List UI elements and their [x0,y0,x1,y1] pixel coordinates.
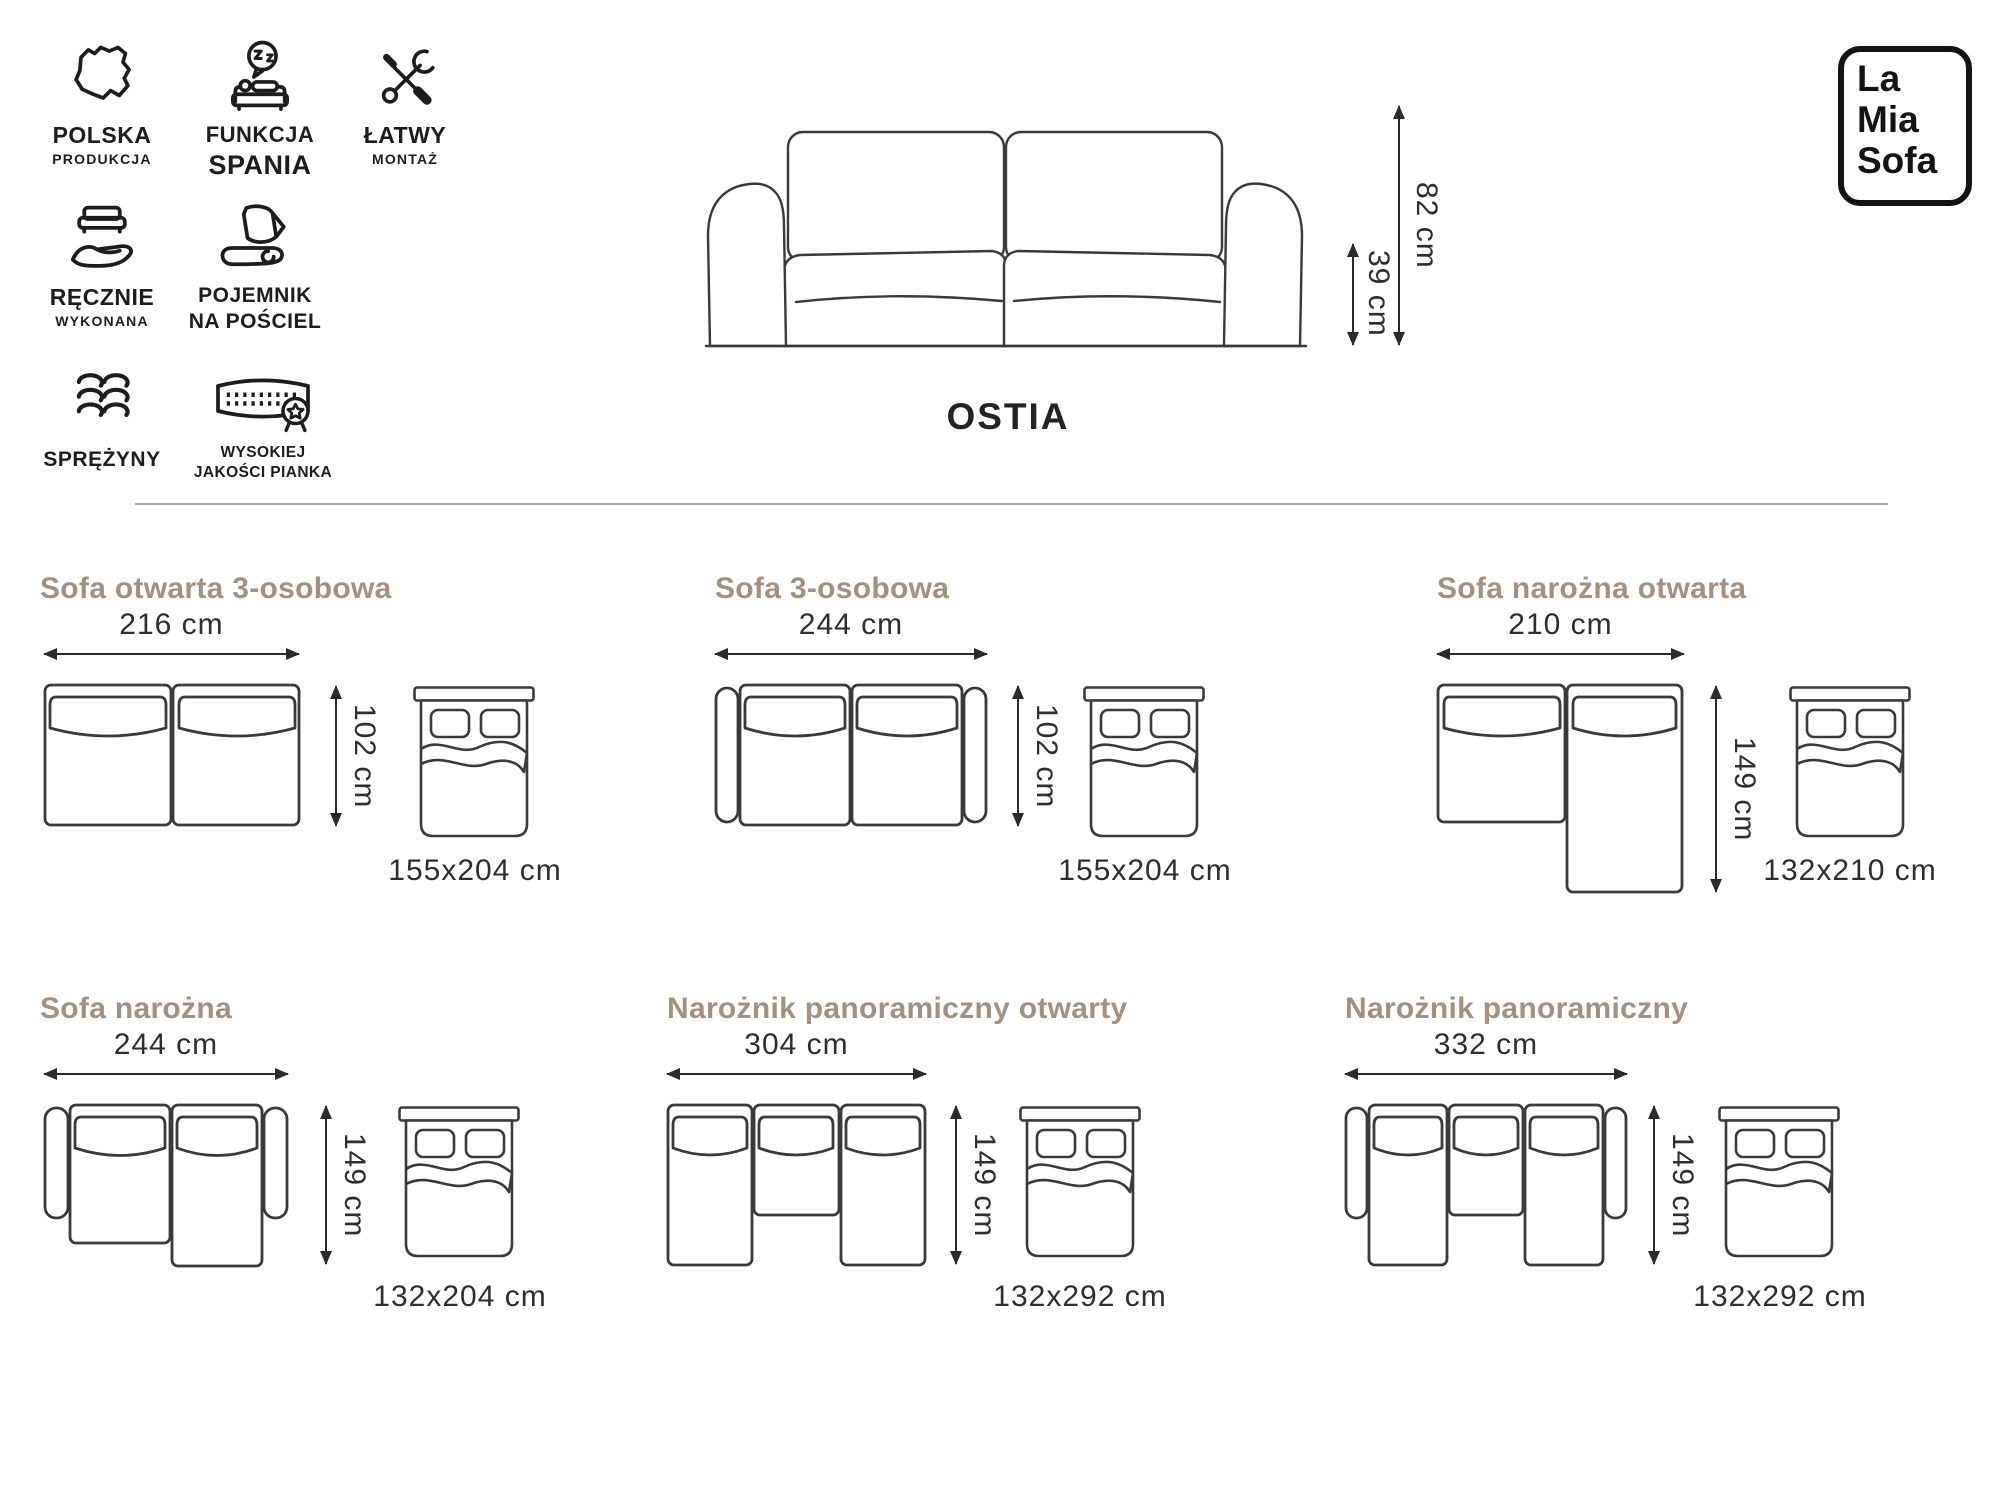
feature-subtitle: SPANIA [208,150,312,180]
config-depth-arrow [1715,686,1717,892]
config-title: Narożnik panoramiczny otwarty [667,992,1128,1025]
config-depth-label: 149 cm [1666,1132,1699,1238]
feature-pojemnik-na-posciel [185,200,325,334]
bed-top-view-icon [1083,686,1205,840]
config-bed-size-label: 155x204 cm [1058,854,1232,887]
bedding-storage-icon [215,200,295,276]
config-bed-size-label: 132x204 cm [373,1280,547,1313]
config-card-sofa-narozna-otwarta [1437,572,2000,932]
config-width-arrow [1437,653,1684,655]
feature-title: FUNKCJA [205,122,315,147]
foam-icon [208,368,318,434]
seat-height-dim-arrow [1352,244,1354,345]
config-depth-arrow [1017,686,1019,826]
sofa-top-view-drawing [44,684,300,826]
config-width-label: 304 cm [744,1028,849,1061]
height-dim-arrow [1398,106,1400,345]
brand-line-2: Mia [1857,99,1919,140]
config-bed-size-label: 132x292 cm [993,1280,1167,1313]
config-bed-size-label: 132x292 cm [1693,1280,1867,1313]
feature-title: POJEMNIK [198,284,312,307]
brand-logo [1838,46,1972,206]
config-width-arrow [715,653,987,655]
config-depth-label: 149 cm [968,1132,1001,1238]
bed-top-view-icon [1019,1106,1141,1260]
config-depth-arrow [335,686,337,826]
config-depth-label: 149 cm [338,1132,371,1238]
brand-line-3: Sofa [1857,140,1938,181]
feature-title: ŁATWY [363,122,447,148]
config-width-label: 210 cm [1508,608,1613,641]
feature-title: POLSKA [52,122,152,148]
config-card-sofa-narozna [40,992,640,1352]
config-width-label: 244 cm [798,608,904,641]
feature-subtitle: PRODUKCJA [52,151,152,167]
bed-top-view-icon [1718,1106,1840,1260]
config-width-arrow [1345,1073,1627,1075]
sofa-front-view-drawing [676,94,1341,356]
config-title: Narożnik panoramiczny [1345,992,1689,1025]
config-width-arrow [667,1073,926,1075]
config-depth-arrow [955,1106,957,1264]
sleep-function-icon [220,40,300,114]
config-card-sofa-otwarta-3-osobowa [40,572,640,932]
bed-top-view-icon [413,686,535,840]
height-dim-label: 82 cm [1410,182,1443,269]
config-title: Sofa narożna [40,992,232,1025]
sofa-top-view-drawing [44,1104,288,1268]
feature-subtitle: WYKONANA [55,313,149,329]
poland-map-icon [62,40,142,114]
config-width-arrow [44,1073,288,1075]
config-depth-label: 102 cm [348,703,381,809]
feature-subtitle: JAKOŚCI PIANKA [193,464,333,481]
sofa-top-view-drawing [715,684,987,826]
feature-title: RĘCZNIE [49,284,155,310]
section-divider [135,503,1888,505]
feature-recznie-wykonana [38,200,166,329]
bed-top-view-icon [1789,686,1911,840]
config-width-arrow [44,653,299,655]
config-depth-arrow [325,1106,327,1264]
feature-latwy-montaz [345,40,465,167]
config-bed-size-label: 155x204 cm [388,854,562,887]
config-card-sofa-3-osobowa [715,572,1315,932]
feature-subtitle: MONTAŻ [371,151,439,167]
feature-title: WYSOKIEJ [220,444,306,461]
springs-icon [63,368,141,440]
config-depth-arrow [1653,1106,1655,1264]
seat-height-dim-label: 39 cm [1362,249,1395,337]
config-title: Sofa 3-osobowa [715,572,950,605]
config-title: Sofa otwarta 3-osobowa [40,572,392,605]
feature-title: SPRĘŻYNY [43,448,161,471]
feature-polska-produkcja [40,40,164,167]
feature-wysokiej-jakosci-pianka [178,368,348,482]
config-card-naroznik-panoramiczny-otwarty [667,992,1267,1352]
sofa-top-view-drawing [667,1104,926,1267]
config-title: Sofa narożna otwarta [1437,572,1747,605]
sofa-top-view-drawing [1437,684,1684,894]
config-width-label: 332 cm [1433,1028,1539,1061]
easy-assembly-icon [368,40,442,114]
sofa-top-view-drawing [1345,1104,1627,1268]
config-bed-size-label: 132x210 cm [1763,854,1937,887]
product-name: OSTIA [946,396,1070,437]
bed-top-view-icon [398,1106,520,1260]
config-depth-label: 102 cm [1030,703,1063,809]
config-width-label: 216 cm [119,608,224,641]
feature-sprezyny [40,368,164,474]
config-depth-label: 149 cm [1728,736,1761,842]
config-width-label: 244 cm [113,1028,219,1061]
brand-line-1: La [1857,58,1901,99]
feature-subtitle: NA POŚCIEL [188,310,322,333]
config-card-naroznik-panoramiczny [1345,992,1945,1352]
feature-funkcja-spania [193,40,327,181]
handmade-icon [61,200,143,276]
